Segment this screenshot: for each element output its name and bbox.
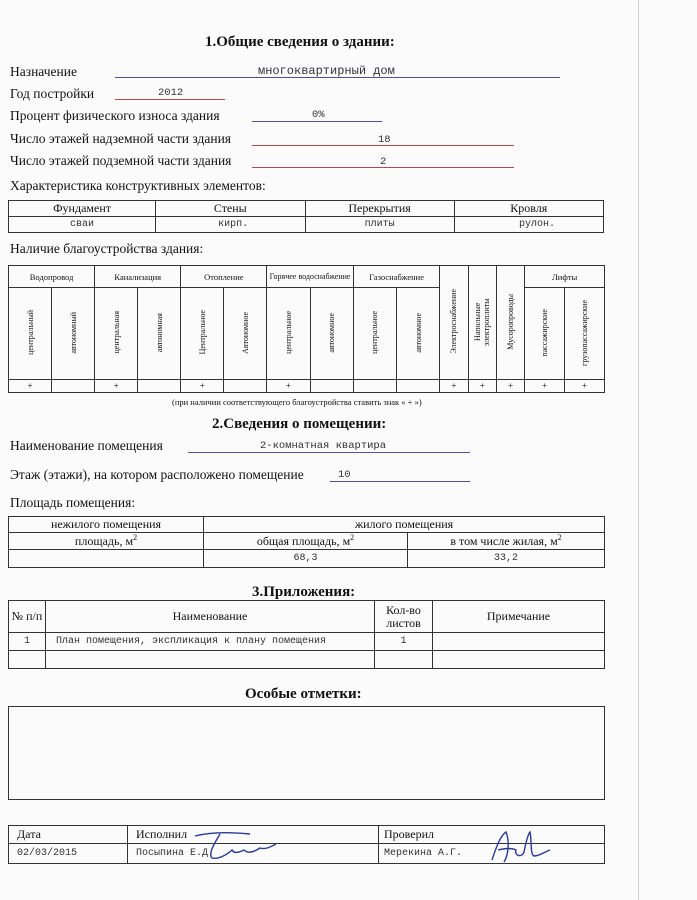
- struct-value-foundation: сваи: [9, 217, 156, 233]
- mark-sewer-c: +: [95, 380, 138, 393]
- sub-lift-g: [565, 288, 605, 380]
- executor-signature: [190, 828, 280, 868]
- table-row: [9, 633, 605, 651]
- mark-gas-c: [353, 380, 396, 393]
- stoves-text: Напольные электроплиты: [473, 297, 492, 346]
- section1-title: 1.Общие сведения о здании:: [205, 34, 395, 50]
- struct-header-walls: Стены: [156, 201, 305, 217]
- mark-gas-a: [397, 380, 440, 393]
- mark-stoves: +: [468, 380, 497, 393]
- room-label: Наименование помещения: [10, 438, 163, 453]
- living-area-header: [408, 533, 605, 550]
- struct-value-walls: кирп.: [156, 217, 305, 233]
- group-hotwater: Горячее водоснабжение: [267, 266, 353, 288]
- executor-label: Исполнил: [128, 826, 379, 844]
- mark-heat-a: [224, 380, 267, 393]
- group-gas: Газоснабжение: [353, 266, 440, 288]
- date-value: 02/03/2015: [9, 844, 128, 864]
- struct-header-floors: Перекрытия: [305, 201, 454, 217]
- amenities-table: [8, 265, 605, 393]
- date-label: Дата: [9, 826, 128, 844]
- section2-title: 2.Сведения о помещении:: [212, 416, 387, 432]
- sub-lift-p: [525, 288, 565, 380]
- table-row: [9, 651, 605, 669]
- checker-label: Проверил: [379, 826, 605, 844]
- col-count: Кол-во листов: [375, 601, 433, 633]
- struct-table: [8, 200, 604, 233]
- col-num: № п/п: [9, 601, 46, 633]
- nonres-area-text: площадь, м: [74, 534, 134, 548]
- special-title: Особые отметки:: [245, 686, 362, 702]
- col-name: Наименование: [46, 601, 375, 633]
- wear-label: Процент физического износа здания: [10, 108, 220, 123]
- sub-heat-a-text: Автономное: [240, 311, 250, 354]
- sub-sewer-c: [95, 288, 138, 380]
- sub-hot-c: [267, 288, 310, 380]
- struct-label: Характеристика конструктивных элементов:: [10, 178, 266, 193]
- checker-value: Мерекина А.Г.: [379, 844, 605, 864]
- executor-value: Посыпина Е.Д.: [128, 844, 379, 864]
- group-garbage: [497, 266, 525, 380]
- row-count: [375, 651, 433, 669]
- total-area-header: [204, 533, 408, 550]
- row-note: [433, 651, 605, 669]
- mark-water-c: +: [9, 380, 52, 393]
- row-name: План помещения, экспликация к плану помещения: [46, 633, 375, 651]
- living-area-text: в том числе жилая, м: [450, 534, 558, 548]
- area-table: [8, 516, 605, 568]
- garbage-text: Мусоропроводы: [506, 293, 516, 350]
- living-area-sq: 2: [557, 533, 562, 542]
- sub-gas-c-text: центральное: [370, 311, 380, 354]
- group-electric: [440, 266, 468, 380]
- sub-gas-c: [353, 288, 396, 380]
- year-label: Год постройки: [10, 86, 95, 101]
- total-area-sq: 2: [350, 533, 355, 542]
- row-num: [9, 651, 46, 669]
- sub-water-c: [9, 288, 52, 380]
- sub-sewer-a-text: автономная: [154, 312, 164, 353]
- sub-lift-g-text: грузопассажирские: [580, 299, 590, 366]
- area-label: Площадь помещения:: [10, 495, 136, 510]
- group-lifts: Лифты: [525, 266, 605, 288]
- nonres-area-sq: 2: [133, 533, 138, 542]
- wear-underline: [252, 121, 382, 122]
- sub-water-a: [52, 288, 95, 380]
- sub-hot-a: [310, 288, 353, 380]
- mark-sewer-a: [138, 380, 181, 393]
- mark-electric: +: [440, 380, 468, 393]
- floors-above-value: 18: [378, 134, 391, 146]
- mark-hot-c: +: [267, 380, 310, 393]
- struct-value-roof: рулон.: [454, 217, 603, 233]
- floor-underline: [330, 481, 470, 482]
- nonres-area-header: [9, 533, 204, 550]
- floor-value: 10: [338, 469, 351, 481]
- purpose-value: многоквартирный дом: [258, 64, 395, 78]
- row-name: [46, 651, 375, 669]
- sub-water-a-text: автономный: [68, 311, 78, 354]
- struct-value-floors: плиты: [305, 217, 454, 233]
- room-value: 2-комнатная квартира: [260, 440, 387, 452]
- mark-lift-p: +: [525, 380, 565, 393]
- sub-heat-a: [224, 288, 267, 380]
- sub-hot-c-text: центральное: [283, 311, 293, 354]
- section3-title: 3.Приложения:: [252, 584, 356, 600]
- sub-heat-c: [181, 288, 224, 380]
- floors-below-value: 2: [380, 156, 387, 168]
- sub-sewer-c-text: центральная: [111, 311, 121, 354]
- mark-garbage: +: [497, 380, 525, 393]
- row-note: [433, 633, 605, 651]
- group-stoves: [468, 266, 497, 380]
- amenities-note: (при наличии соответствующего благоустройства ставить знак « + »): [172, 397, 422, 407]
- sub-gas-a: [397, 288, 440, 380]
- checker-signature: [478, 822, 558, 868]
- mark-water-a: [52, 380, 95, 393]
- wear-value: 0%: [312, 109, 325, 121]
- group-sewer: Канализация: [95, 266, 181, 288]
- sub-heat-c-text: Центральное: [197, 310, 207, 355]
- sub-hot-a-text: автономное: [327, 312, 337, 353]
- res-header: жилого помещения: [204, 517, 605, 533]
- sub-water-c-text: центральный: [25, 310, 35, 355]
- year-underline: [115, 99, 225, 100]
- total-area-value: 68,3: [204, 550, 408, 568]
- special-box: [8, 706, 605, 800]
- page-edge: [638, 0, 639, 900]
- struct-header-roof: Кровля: [454, 201, 603, 217]
- mark-heat-c: +: [181, 380, 224, 393]
- amenities-label: Наличие благоустройства здания:: [10, 241, 204, 256]
- struct-header-foundation: Фундамент: [9, 201, 156, 217]
- year-value: 2012: [158, 87, 184, 99]
- total-area-text: общая площадь, м: [256, 534, 351, 548]
- floors-above-label: Число этажей надземной части здания: [10, 131, 232, 146]
- floor-label: Этаж (этажи), на котором расположено помещение: [10, 467, 304, 482]
- floors-below-label: Число этажей подземной части здания: [10, 153, 232, 168]
- sub-gas-a-text: автономное: [413, 312, 423, 353]
- row-num: 1: [9, 633, 46, 651]
- electric-text: Электроснабжение: [449, 289, 459, 354]
- nonres-area-value: [9, 550, 204, 568]
- mark-lift-g: +: [565, 380, 605, 393]
- sub-lift-p-text: пассажирские: [540, 308, 550, 357]
- living-area-value: 33,2: [408, 550, 605, 568]
- room-underline: [188, 452, 470, 453]
- attachments-table: [8, 600, 605, 669]
- sub-sewer-a: [138, 288, 181, 380]
- group-heating: Отопление: [181, 266, 267, 288]
- group-water: Водопровод: [9, 266, 95, 288]
- col-note: Примечание: [433, 601, 605, 633]
- mark-hot-a: [310, 380, 353, 393]
- purpose-label: Назначение: [10, 64, 77, 79]
- row-count: 1: [375, 633, 433, 651]
- nonres-header: нежилого помещения: [9, 517, 204, 533]
